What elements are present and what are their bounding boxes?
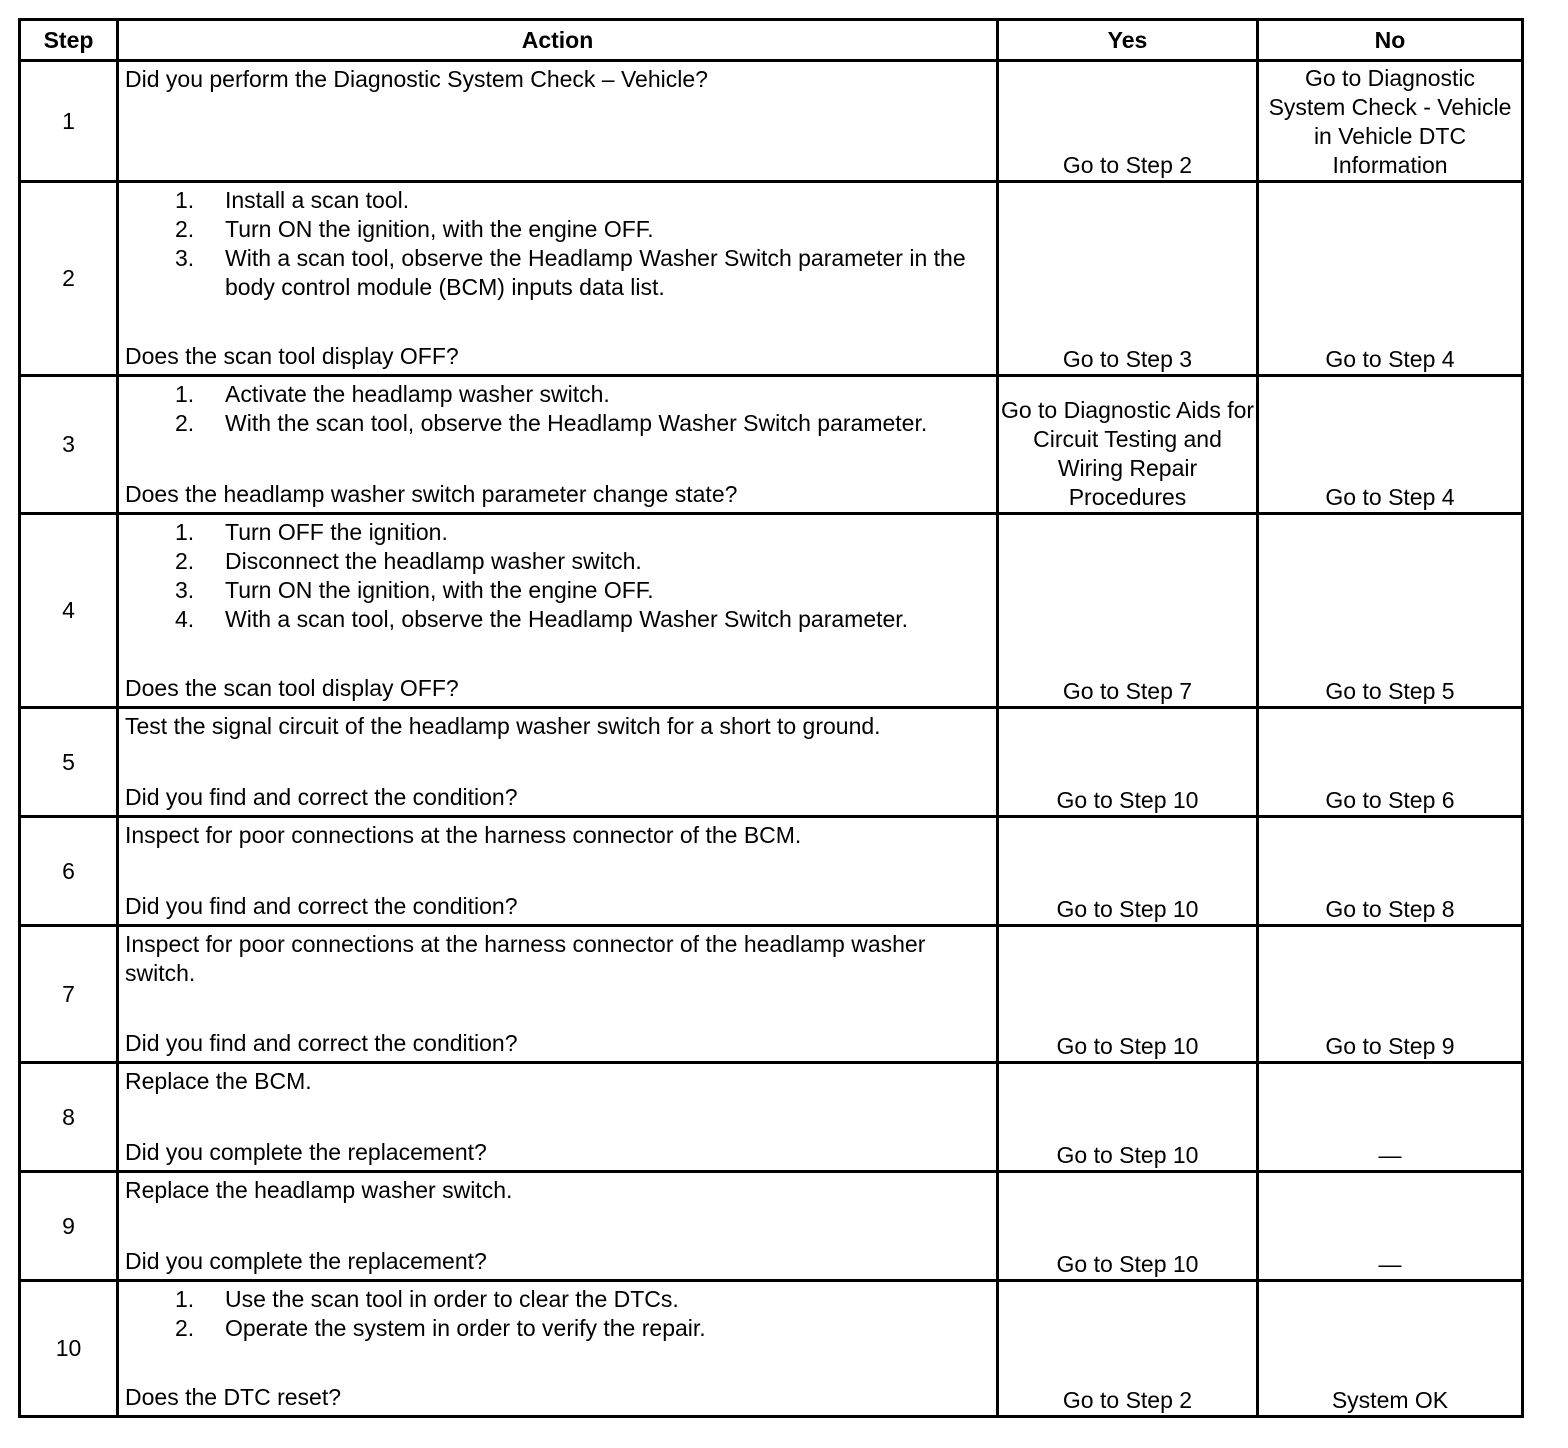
step-number: 2 <box>20 182 118 376</box>
no-result: Go to Diagnostic System Check - Vehicle in Vehicle DTC Information <box>1258 61 1523 182</box>
action-cell <box>118 926 998 1063</box>
yes-result: Go to Step 10 <box>998 817 1258 926</box>
list-item-text: Turn ON the ignition, with the engine OFF. <box>225 216 654 242</box>
step-number: 7 <box>20 926 118 1063</box>
no-result: Go to Step 6 <box>1258 708 1523 817</box>
step-number: 3 <box>20 376 118 514</box>
action-instruction: Inspect for poor connections at the harness connector of the BCM. <box>125 822 802 848</box>
no-result: Go to Step 5 <box>1258 514 1523 708</box>
no-result: System OK <box>1258 1281 1523 1417</box>
list-item-number: 2. <box>175 1315 195 1341</box>
action-list <box>125 518 990 634</box>
table-row <box>20 1281 1523 1417</box>
action-cell <box>118 817 998 926</box>
action-question: Does the scan tool display OFF? <box>125 343 459 369</box>
list-item <box>125 518 990 547</box>
yes-result: Go to Step 10 <box>998 926 1258 1063</box>
no-result: Go to Step 4 <box>1258 182 1523 376</box>
step-number: 10 <box>20 1281 118 1417</box>
list-item <box>125 1314 990 1343</box>
yes-result: Go to Step 10 <box>998 708 1258 817</box>
no-result: Go to Step 8 <box>1258 817 1523 926</box>
table-row <box>20 926 1523 1063</box>
table-row <box>20 514 1523 708</box>
list-item-text: Disconnect the headlamp washer switch. <box>225 548 642 574</box>
action-instruction: Inspect for poor connections at the harness connector of the headlamp washer switch. <box>125 931 926 986</box>
header-action: Action <box>118 20 998 61</box>
list-item-text: With the scan tool, observe the Headlamp Washer Switch parameter. <box>225 410 928 436</box>
list-item <box>125 605 990 634</box>
action-cell <box>118 514 998 708</box>
action-cell <box>118 61 998 182</box>
table-row <box>20 708 1523 817</box>
list-item-text: Install a scan tool. <box>225 187 410 213</box>
table-row <box>20 376 1523 514</box>
list-item <box>125 547 990 576</box>
no-result: Go to Step 4 <box>1258 376 1523 514</box>
list-item <box>125 380 990 409</box>
action-instruction: Did you perform the Diagnostic System Check – Vehicle? <box>125 66 708 92</box>
action-instruction: Test the signal circuit of the headlamp washer switch for a short to ground. <box>125 713 881 739</box>
action-question: Did you find and correct the condition? <box>125 893 518 919</box>
action-instruction: Replace the headlamp washer switch. <box>125 1177 513 1203</box>
list-item-number: 1. <box>175 1286 195 1312</box>
action-list <box>125 380 990 438</box>
table-row <box>20 61 1523 182</box>
action-question: Does the DTC reset? <box>125 1384 342 1410</box>
list-item-text: With a scan tool, observe the Headlamp Washer Switch parameter in the body control module (BCM) inputs data list. <box>225 245 966 300</box>
no-result: Go to Step 9 <box>1258 926 1523 1063</box>
list-item <box>125 1285 990 1314</box>
action-cell <box>118 1172 998 1281</box>
no-result: — <box>1258 1172 1523 1281</box>
action-question: Does the scan tool display OFF? <box>125 675 459 701</box>
list-item-number: 1. <box>175 381 195 407</box>
action-cell <box>118 1063 998 1172</box>
action-instruction: Replace the BCM. <box>125 1068 312 1094</box>
list-item-number: 2. <box>175 216 195 242</box>
yes-result: Go to Step 2 <box>998 1281 1258 1417</box>
action-question: Did you complete the replacement? <box>125 1139 487 1165</box>
list-item-text: With a scan tool, observe the Headlamp Washer Switch parameter. <box>225 606 909 632</box>
list-item-number: 4. <box>175 606 195 632</box>
yes-result: Go to Step 2 <box>998 61 1258 182</box>
list-item-number: 2. <box>175 410 195 436</box>
action-list <box>125 186 990 302</box>
header-row <box>20 20 1523 61</box>
step-number: 6 <box>20 817 118 926</box>
list-item <box>125 215 990 244</box>
no-result: — <box>1258 1063 1523 1172</box>
action-list <box>125 1285 990 1343</box>
action-question: Did you find and correct the condition? <box>125 784 518 810</box>
action-cell <box>118 1281 998 1417</box>
action-question: Did you find and correct the condition? <box>125 1030 518 1056</box>
step-number: 8 <box>20 1063 118 1172</box>
header-step: Step <box>20 20 118 61</box>
list-item-number: 1. <box>175 519 195 545</box>
table-row <box>20 817 1523 926</box>
diagnostic-table <box>18 18 1524 1418</box>
list-item-number: 2. <box>175 548 195 574</box>
step-number: 9 <box>20 1172 118 1281</box>
list-item-text: Operate the system in order to verify the repair. <box>225 1315 706 1341</box>
list-item-text: Turn ON the ignition, with the engine OFF. <box>225 577 654 603</box>
list-item-text: Activate the headlamp washer switch. <box>225 381 610 407</box>
list-item-number: 1. <box>175 187 195 213</box>
list-item-text: Turn OFF the ignition. <box>225 519 448 545</box>
yes-result: Go to Step 7 <box>998 514 1258 708</box>
list-item-text: Use the scan tool in order to clear the DTCs. <box>225 1286 679 1312</box>
yes-result: Go to Step 10 <box>998 1172 1258 1281</box>
action-question: Does the headlamp washer switch parameter change state? <box>125 481 738 507</box>
list-item <box>125 576 990 605</box>
action-question: Did you complete the replacement? <box>125 1248 487 1274</box>
step-number: 4 <box>20 514 118 708</box>
table-row <box>20 1063 1523 1172</box>
step-number: 1 <box>20 61 118 182</box>
yes-result: Go to Step 3 <box>998 182 1258 376</box>
list-item <box>125 244 990 302</box>
step-number: 5 <box>20 708 118 817</box>
yes-result: Go to Step 10 <box>998 1063 1258 1172</box>
list-item <box>125 409 990 438</box>
action-cell <box>118 708 998 817</box>
action-cell <box>118 182 998 376</box>
table-row <box>20 1172 1523 1281</box>
action-cell <box>118 376 998 514</box>
list-item <box>125 186 990 215</box>
yes-result: Go to Diagnostic Aids for Circuit Testing and Wiring Repair Procedures <box>998 376 1258 514</box>
list-item-number: 3. <box>175 245 195 271</box>
table-row <box>20 182 1523 376</box>
header-no: No <box>1258 20 1523 61</box>
header-yes: Yes <box>998 20 1258 61</box>
list-item-number: 3. <box>175 577 195 603</box>
